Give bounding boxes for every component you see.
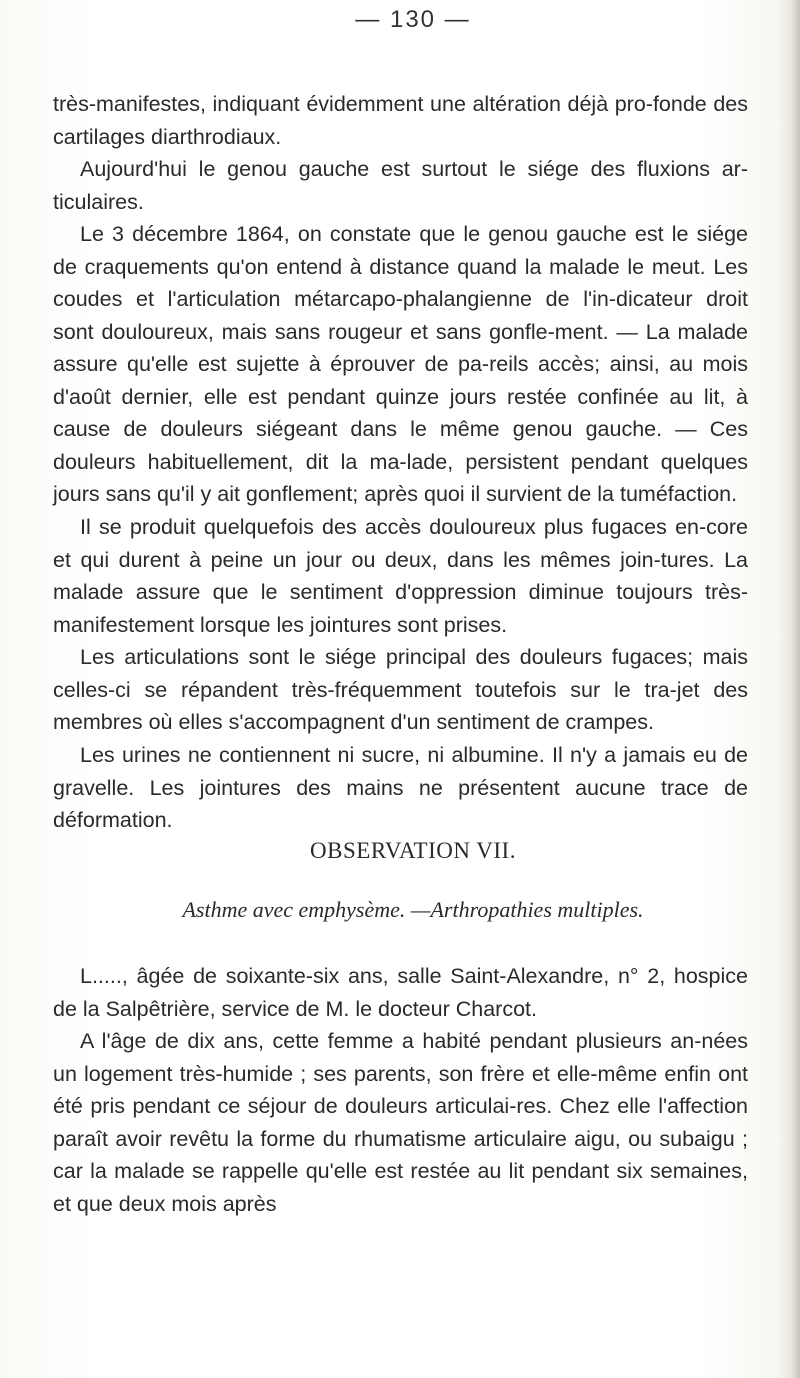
observation-subtitle: Asthme avec emphysème. —Arthropathies multiples. (182, 897, 644, 922)
paragraph-continued: très-manifestes, indiquant évidemment une altération déjà pro-fonde des cartilages diarthrodiaux. (53, 92, 748, 149)
observation-heading: OBSERVATION VII. (310, 838, 516, 863)
paragraph: Le 3 décembre 1864, on constate que le genou gauche est le siége de craquements qu'on entend à distance quand la malade le meut. Les coudes et l'articulation métarcapo-phalangienne de l'in-dicateur droit sont douloureux, mais sans rougeur et sans gonfle-ment. — La malade assure qu'elle est sujette à éprouver de pa-reils accès; ainsi, au mois d'août dernier, elle est pendant quinze jours restée confinée au lit, à cause de douleurs siégeant dans le même genou gauche. — Ces douleurs habituellement, dit la ma-lade, persistent pendant quelques jours sans qu'il y ait gonflement; après quoi il survient de la tuméfaction. (53, 222, 748, 506)
page-edge-shadow (778, 0, 800, 1378)
paragraph: Aujourd'hui le genou gauche est surtout le siége des fluxions ar-ticulaires. (53, 157, 748, 214)
paragraph: L....., âgée de soixante-six ans, salle Saint-Alexandre, n° 2, hospice de la Salpêtrière, service de M. le docteur Charcot. (53, 964, 748, 1021)
paragraph: Les articulations sont le siége principal des douleurs fugaces; mais celles-ci se répandent très-fréquemment toutefois sur le tra-jet des membres où elles s'accompagnent d'un sentiment de crampes. (53, 645, 748, 734)
paragraph: Les urines ne contiennent ni sucre, ni albumine. Il n'y a jamais eu de gravelle. Les jointures des mains ne présentent aucune trace de déformation. (53, 743, 748, 832)
page-number: — 130 — (355, 6, 471, 33)
paragraph: A l'âge de dix ans, cette femme a habité pendant plusieurs an-nées un logement très-humide ; ses parents, son frère et elle-même enfin ont été pris pendant ce séjour de douleurs articulai-res. Chez elle l'affection paraît avoir revêtu la forme du rhumatisme articulaire aigu, ou subaigu ; car la malade se rappelle qu'elle est restée au lit pendant six semaines, et que deux mois après (53, 1029, 748, 1216)
paragraph: Il se produit quelquefois des accès douloureux plus fugaces en-core et qui durent à peine un jour ou deux, dans les mêmes join-tures. La malade assure que le sentiment d'oppression diminue toujours très-manifestement lorsque les jointures sont prises. (53, 515, 748, 637)
